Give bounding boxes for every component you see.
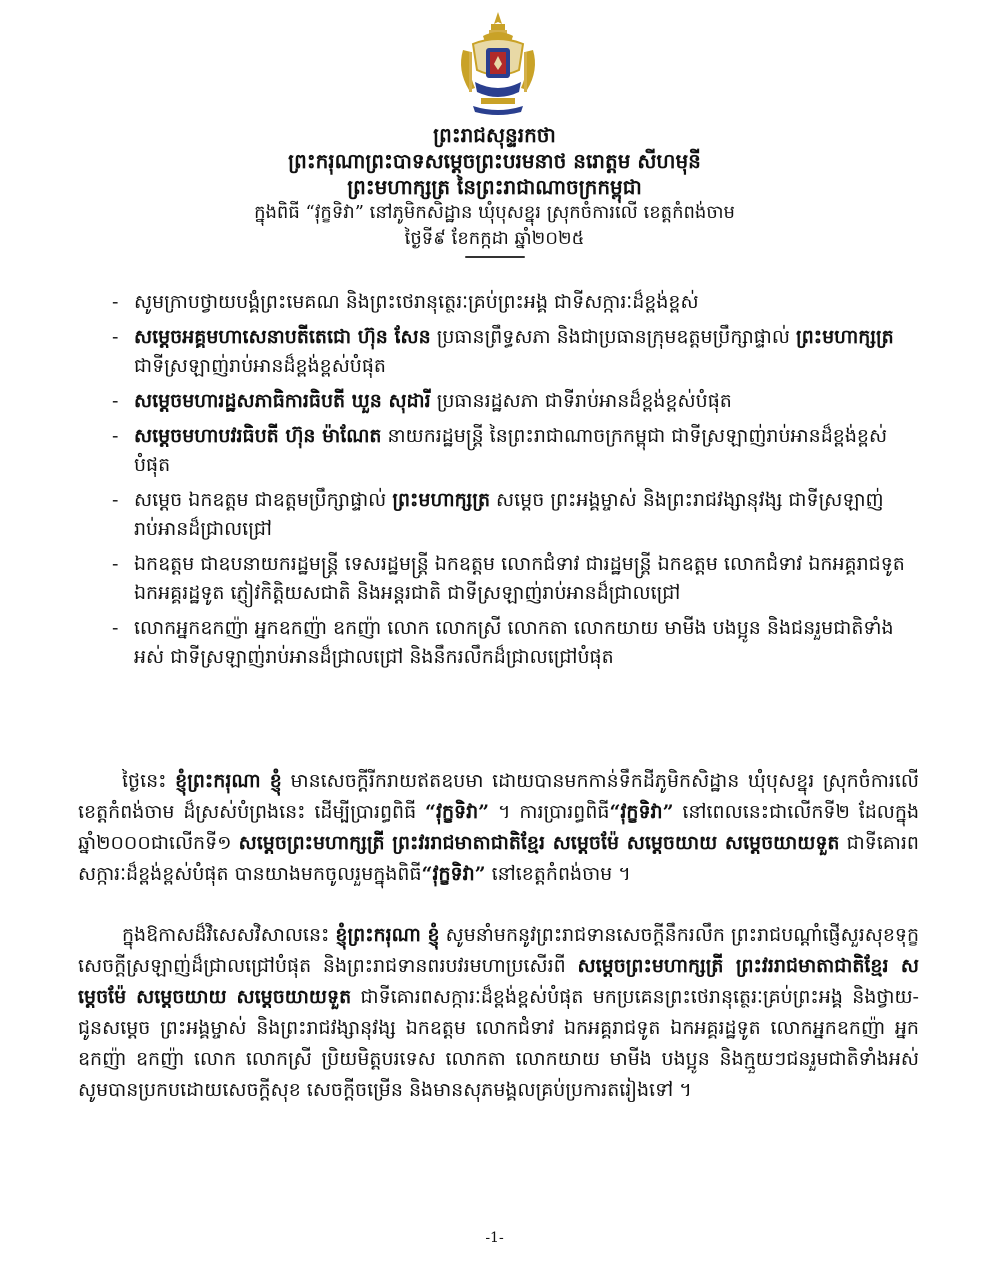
greeting-item: - សម្តេចមហាបវរធិបតី ហ៊ុន ម៉ាណែត នាយករដ្ឋមន្ត្រី នៃព្រះរាជាណាចក្រកម្ពុជា ជាទីស្រឡាញ់រាប់អានដ៏ខ្ពង់ខ្ពស់បំផុត bbox=[112, 422, 919, 480]
body-paragraph-1: ថ្ងៃនេះ ខ្ញុំព្រះករុណា ខ្ញុំ មានសេចក្តីរីករាយឥតឧបមា ដោយបានមកកាន់ទឹកដីភូមិកសិដ្ឋាន ឃុំបុសខ្នុរ ស្រុកចំការលើ ខេត្តកំពង់ចាម ដ៏ស្រស់បំព្រងនេះ ដើម្បីប្រារព្ធពិធី “វុក្ខទិវា” ។ ការប្រារព្ធពិធី“វុក្ខទិវា” នៅពេលនេះជាលើកទី២ ដែលក្នុងឆ្នាំ២០០០ជាលើកទី១ សម្តេចព្រះមហាក្សត្រី ព្រះវររាជមាតាជាតិខ្មែរ សម្តេចម៉ែ សម្តេចយាយ សម្តេចយាយទួត ជាទីគោរពសក្ការៈដ៏ខ្ពង់ខ្ពស់បំផុត បានយាងមកចូលរួមក្នុងពិធី“វុក្ខទិវា” នៅខេត្តកំពង់ចាម ។ bbox=[78, 770, 920, 885]
king-title: ព្រះករុណាព្រះបាទសម្តេចព្រះបរមនាថ នរោត្តម សីហមុនី bbox=[288, 149, 701, 173]
greeting-item: - សូមក្រាបថ្វាយបង្គំព្រះមេគណ និងព្រះថេរានុត្ថេរៈគ្រប់ព្រះអង្គ ជាទីសក្ការៈដ៏ខ្ពង់ខ្ពស់ bbox=[112, 288, 919, 317]
greeting-item: - ឯកឧត្តម ជាឧបនាយករដ្ឋមន្ត្រី ទេសរដ្ឋមន្ត្រី ឯកឧត្តម លោកជំទាវ ជារដ្ឋមន្ត្រី ឯកឧត្តម លោកជំទាវ ឯកអគ្គរាជទូត ឯកអគ្គរដ្ឋទូត ភ្ញៀវកិត្តិយសជាតិ និងអន្តរជាតិ ជាទីស្រឡាញ់រាប់អានដ៏ជ្រាលជ្រៅ bbox=[112, 550, 919, 608]
body-paragraph-2: ក្នុងឱកាសដ៏វិសេសវិសាលនេះ ខ្ញុំព្រះករុណា ខ្ញុំ សូមនាំមកនូវព្រះរាជទានសេចក្តីនឹករលឹក ព្រះរាជបណ្តាំផ្ញើសួរសុខទុក្ខ សេចក្តីស្រឡាញ់ដ៏ជ្រាលជ្រៅបំផុត និងព្រះរាជទានពរបវរមហាប្រសើរពី សម្តេចព្រះមហាក្សត្រី ព្រះវររាជមាតាជាតិខ្មែរ សម្តេចម៉ែ សម្តេចយាយ សម្តេចយាយទួត ជាទីគោរពសក្ការៈដ៏ខ្ពង់ខ្ពស់បំផុត មកប្រគេនព្រះថេរានុត្ថេរៈគ្រប់ព្រះអង្គ និងថ្វាយ-ជូនសម្តេច ព្រះអង្គម្ចាស់ និងព្រះរាជវង្សានុវង្ស ឯកឧត្តម លោកជំទាវ ឯកអគ្គរាជទូត ឯកអគ្គរដ្ឋទូត លោកអ្នកឧកញ៉ា អ្នកឧកញ៉ា ឧកញ៉ា លោក លោកស្រី ប្រិយមិត្តបរទេស លោកតា លោកយាយ មាមីង បងប្អូន និងក្មួយៗជនរួមជាតិទាំងអស់ សូមបានប្រកបដោយសេចក្តីសុខ សេចក្តីចម្រើន និងមានសុភមង្គលគ្រប់ប្រការតរៀងទៅ ។ bbox=[78, 924, 920, 1101]
page-number: -1- bbox=[485, 1230, 504, 1246]
event-location: ក្នុងពិធី “វុក្ខទិវា” នៅភូមិកសិដ្ឋាន ឃុំបុសខ្នុរ ស្រុកចំការលើ ខេត្តកំពង់ចាម bbox=[254, 202, 735, 223]
greetings-list bbox=[112, 288, 919, 678]
royal-coat-of-arms-icon bbox=[453, 10, 543, 118]
greeting-item: - សម្តេច ឯកឧត្តម ជាឧត្តមប្រឹក្សាផ្ទាល់ ព្រះមហាក្សត្រ សម្តេច ព្រះអង្គម្ចាស់ និងព្រះរាជវង្សានុវង្ស ជាទីស្រឡាញ់រាប់អានដ៏ជ្រាលជ្រៅ bbox=[112, 486, 919, 544]
greeting-item: - សម្តេចអគ្គមហាសេនាបតីតេជោ ហ៊ុន សែន ប្រធានព្រឹទ្ធសភា និងជាប្រធានក្រុមឧត្តមប្រឹក្សាផ្ទាល់ ព្រះមហាក្សត្រ ជាទីស្រឡាញ់រាប់អានដ៏ខ្ពង់ខ្ពស់បំផុត bbox=[112, 323, 919, 381]
event-date: ថ្ងៃទី៩ ខែកក្កដា ឆ្នាំ២០២៥ bbox=[404, 228, 585, 249]
header-divider bbox=[465, 256, 525, 258]
speech-title: ព្រះរាជសុន្ទរកថា bbox=[433, 123, 556, 147]
greeting-item: - លោកអ្នកឧកញ៉ា អ្នកឧកញ៉ា ឧកញ៉ា លោក លោកស្រី លោកតា លោកយាយ មាមីង បងប្អូន និងជនរួមជាតិទាំងអស់ ជាទីស្រឡាញ់រាប់អានដ៏ជ្រាលជ្រៅ និងនឹករលឹកដ៏ជ្រាលជ្រៅបំផុត bbox=[112, 614, 919, 672]
king-subtitle: ព្រះមហាក្សត្រ នៃព្រះរាជាណាចក្រកម្ពុជា bbox=[347, 175, 642, 199]
document-header bbox=[0, 122, 989, 258]
greeting-item: - សម្តេចមហារដ្ឋសភាធិការធិបតី ឃួន សុដារី ប្រធានរដ្ឋសភា ជាទីរាប់អានដ៏ខ្ពង់ខ្ពស់បំផុត bbox=[112, 387, 919, 416]
